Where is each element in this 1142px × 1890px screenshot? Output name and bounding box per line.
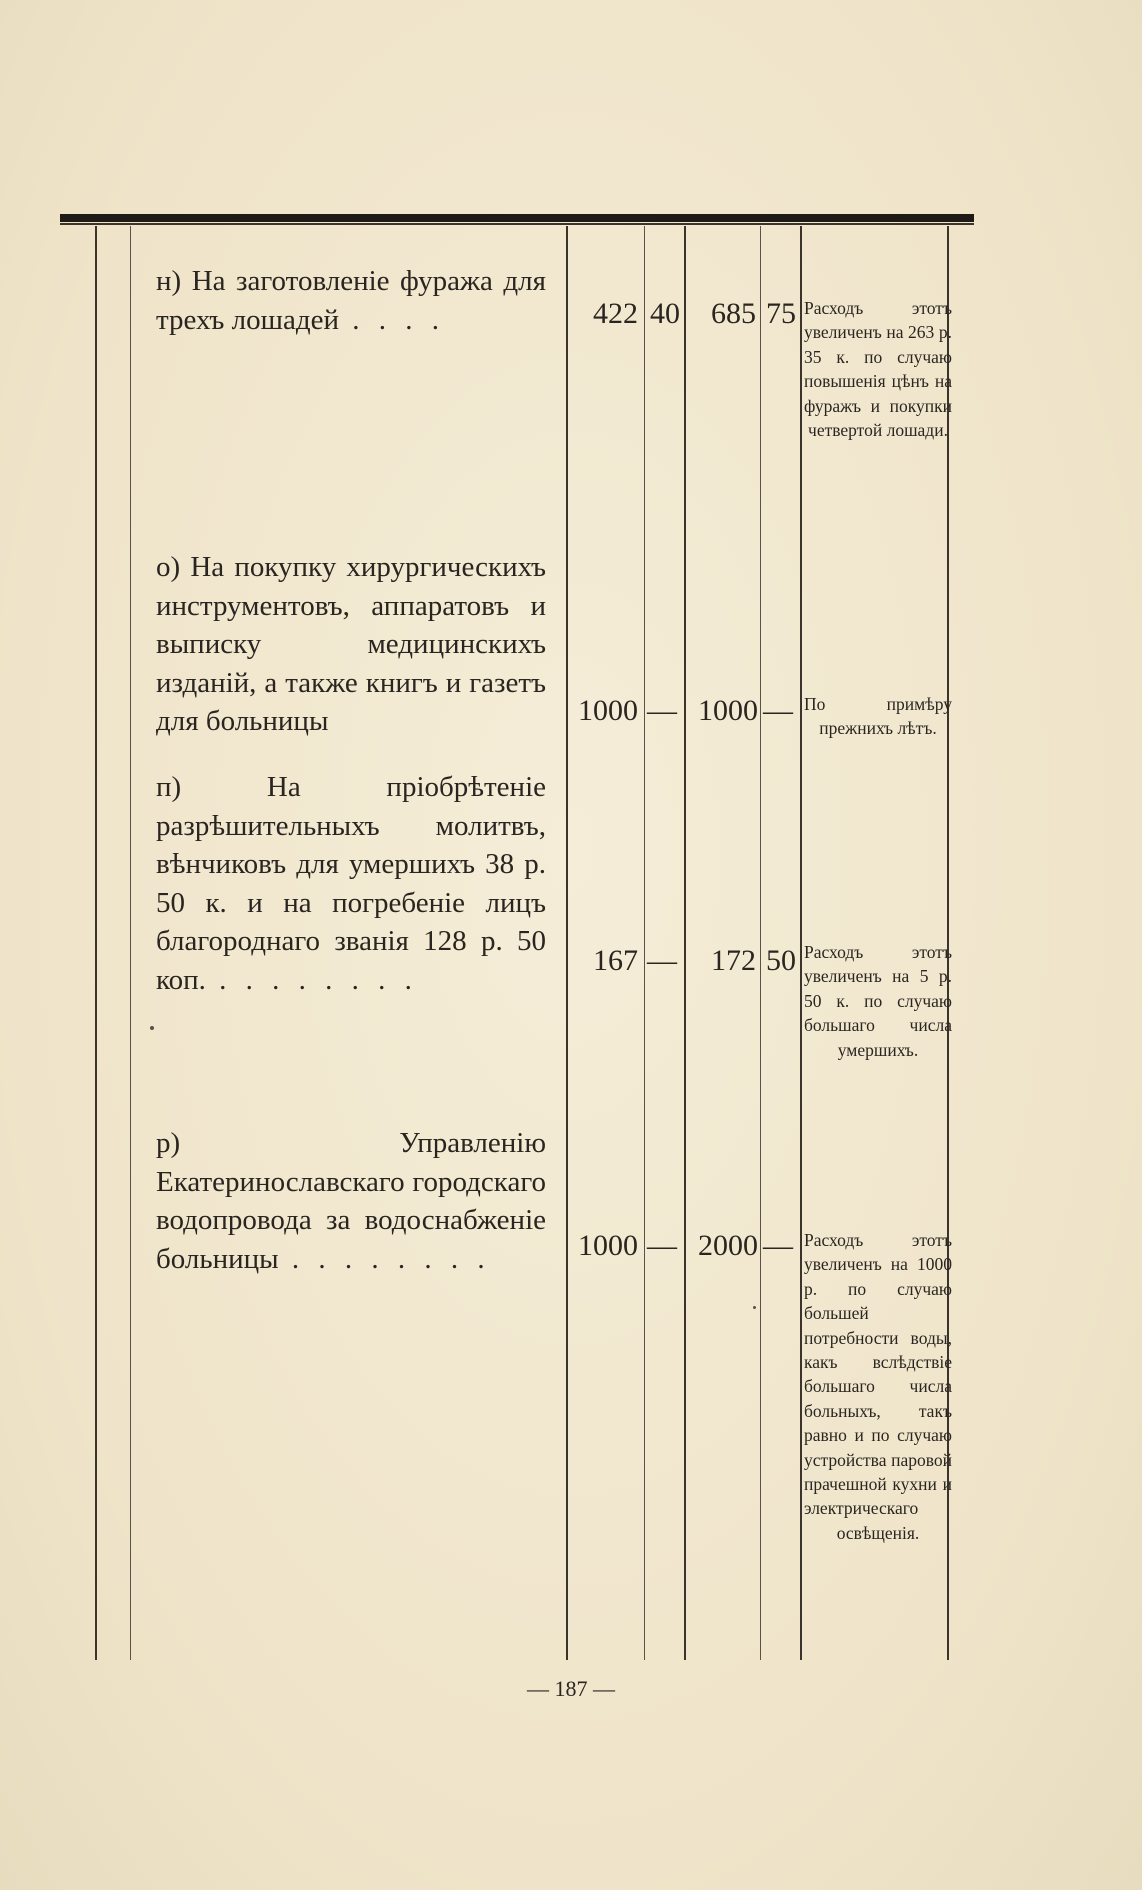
entry-n-col1-kopecks: 40 bbox=[650, 297, 680, 330]
entry-p-col1-kopecks: — bbox=[647, 944, 677, 977]
print-speck bbox=[150, 1026, 154, 1030]
entry-n-description: н) На заготовленіе фуража для трехъ лошадей . . . . bbox=[156, 265, 546, 336]
entry-n-col2-kopecks: 75 bbox=[766, 297, 796, 330]
entry-n-note: Расходъ этотъ увеличенъ на 263 р. 35 к. по случаю повышенія цѣнъ на фуражъ и покупки четвертой лошади. bbox=[804, 298, 952, 441]
entry-o-col2-kopecks: — bbox=[763, 694, 793, 727]
entry-r-note: Расходъ этотъ увеличенъ на 1000 р. по случаю большей потребности воды, какъ вслѣдствіе большаго числа больныхъ, такъ равно и по случаю устройства паровой прачешной кухни и электрическаго освѣщенія. bbox=[804, 1230, 952, 1543]
entry-r-description: р) Управленію Екатеринославскаго городскаго водопровода за водоснабженіе больницы . . . . . . . . bbox=[156, 1127, 546, 1275]
entry-o-col2-rubles: 1000 bbox=[698, 694, 758, 727]
entry-p-description: п) На пріобрѣтеніе разрѣшительныхъ молитвъ, вѣнчиковъ для умершихъ 38 р. 50 к. и на погребеніе лицъ благороднаго званія 128 р. 50 коп. . . . . . . . . bbox=[156, 771, 546, 996]
column-rule bbox=[644, 226, 645, 1660]
entry-p-col2-rubles: 172 bbox=[711, 944, 756, 977]
entry-p-col1-rubles: 167 bbox=[593, 944, 638, 977]
entry-r-col2-kopecks: — bbox=[763, 1229, 793, 1262]
column-rule bbox=[760, 226, 761, 1660]
entry-o-col1-rubles: 1000 bbox=[578, 694, 638, 727]
column-rule bbox=[684, 226, 686, 1660]
top-double-rule-thin bbox=[60, 223, 974, 225]
entry-n-col1-rubles: 422 bbox=[593, 297, 638, 330]
print-speck bbox=[753, 1306, 756, 1309]
entry-o-description: о) На покупку хирургическихъ инструментовъ, аппаратовъ и выписку медицинскихъ изданій, а также книгъ и газетъ для больницы bbox=[156, 551, 546, 737]
entry-n-col2-rubles: 685 bbox=[711, 297, 756, 330]
page-number: — 187 — bbox=[527, 1676, 615, 1701]
entry-r-col1-kopecks: — bbox=[647, 1229, 677, 1262]
entry-p-note: Расходъ этотъ увеличенъ на 5 р. 50 к. по случаю большаго числа умершихъ. bbox=[804, 942, 952, 1060]
entry-o-note: По примѣру прежнихъ лѣтъ. bbox=[804, 694, 952, 739]
column-rule bbox=[130, 226, 131, 1660]
table-left-border bbox=[95, 226, 97, 1660]
entry-r-col1-rubles: 1000 bbox=[578, 1229, 638, 1262]
top-double-rule-thick bbox=[60, 214, 974, 222]
entry-p-col2-kopecks: 50 bbox=[766, 944, 796, 977]
column-rule bbox=[800, 226, 802, 1660]
column-rule bbox=[566, 226, 568, 1660]
entry-r-col2-rubles: 2000 bbox=[698, 1229, 758, 1262]
entry-o-col1-kopecks: — bbox=[647, 694, 677, 727]
